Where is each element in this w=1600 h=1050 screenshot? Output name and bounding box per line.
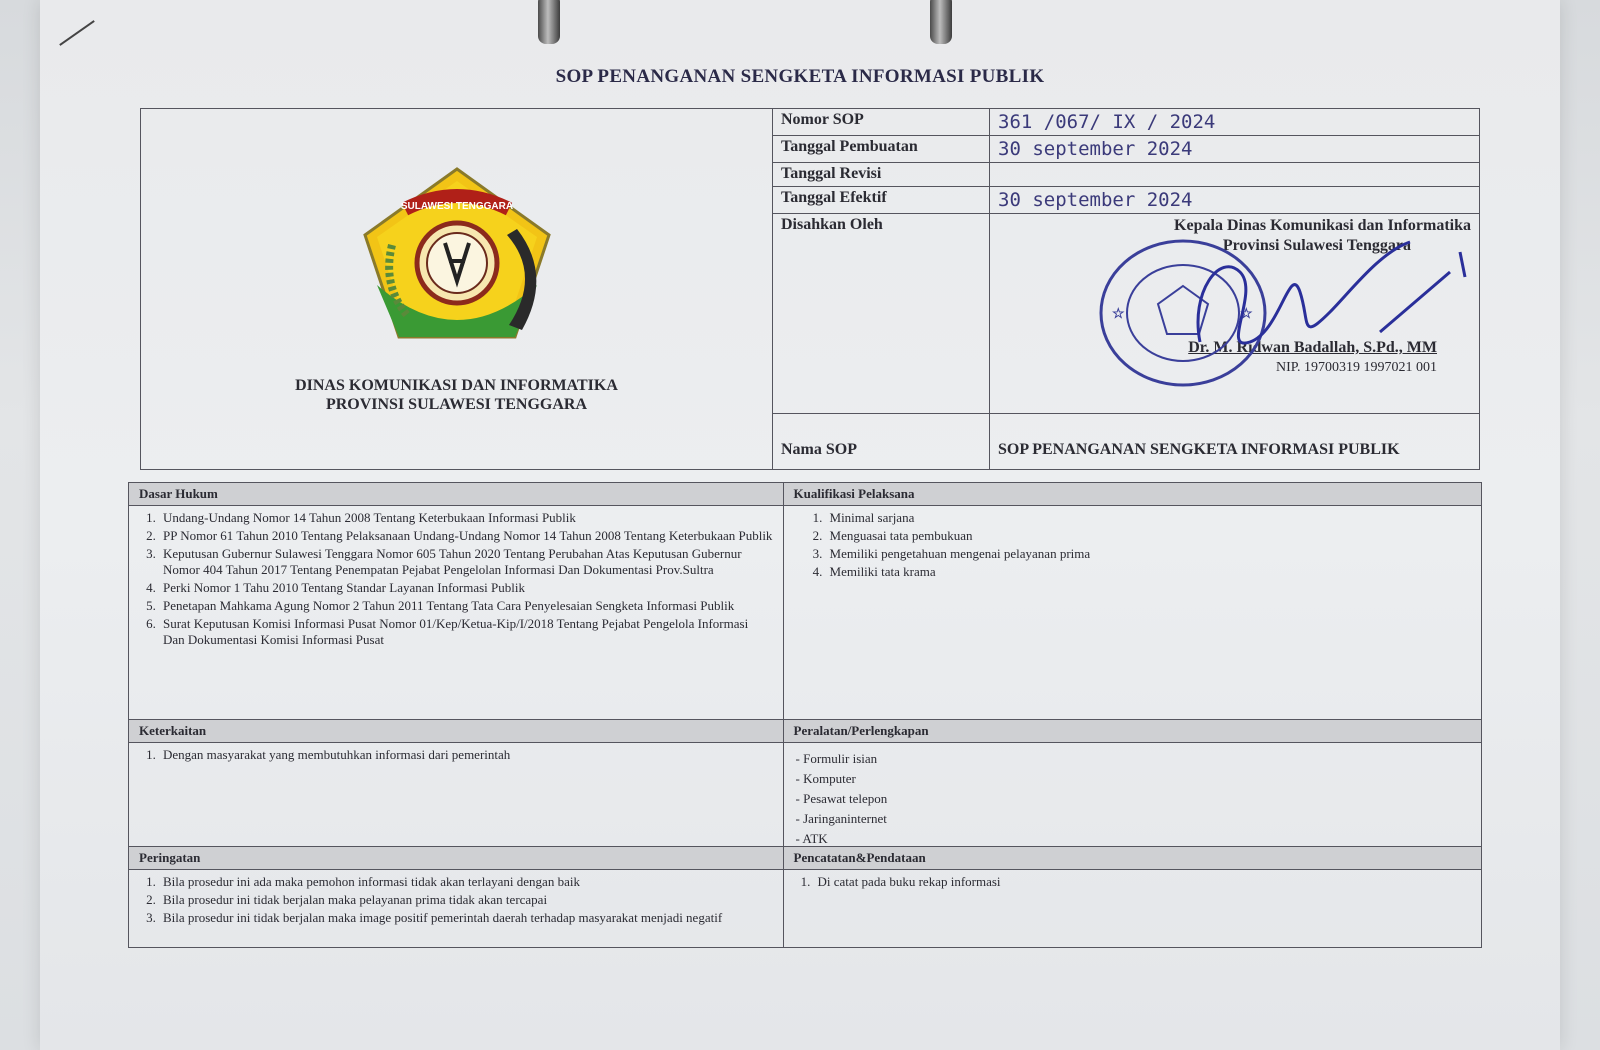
organization-cell: [141, 109, 773, 470]
dasar-hukum-heading: Dasar Hukum: [129, 483, 783, 506]
nomor-sop-value: 361 /067/ IX / 2024: [990, 109, 1480, 136]
nama-sop-label: Nama SOP: [773, 414, 990, 470]
pencatatan-heading: Pencatatan&Pendataan: [784, 847, 1481, 870]
list-item: - ATK: [796, 829, 1469, 849]
list-item: 3. Memiliki pengetahuan mengenai pelayanan prima: [812, 546, 1091, 561]
list-item: 6. Surat Keputusan Komisi Informasi Pusat Nomor 01/Kep/Ketua-Kip/I/2018 Tentang Pejabat Pengelola Informasi Dan Dokumentasi Komisi Informasi Pusat: [146, 616, 749, 647]
tanggal-revisi-value: [990, 163, 1480, 187]
list-item: 3. Keputusan Gubernur Sulawesi Tenggara Nomor 605 Tahun 2020 Tentang Perubahan Atas Keputusan Gubernur Nomor 404 Tahun 2017 Tentang Penempatan Pejabat Pengelolan Informasi Dan Dokumentasi Prov.Sultra: [146, 546, 742, 577]
binder-clip-left: [538, 0, 560, 44]
tanggal-revisi-label: Tanggal Revisi: [773, 163, 990, 187]
peringatan-section: [129, 847, 784, 947]
list-item: 2. Menguasai tata pembukuan: [812, 528, 973, 543]
list-item: 2. Bila prosedur ini tidak berjalan maka pelayanan prima tidak akan tercapai: [146, 892, 548, 907]
list-item: 1. Undang-Undang Nomor 14 Tahun 2008 Tentang Keterbukaan Informasi Publik: [146, 510, 576, 525]
kualifikasi-section: [784, 483, 1481, 719]
list-item: 5. Penetapan Mahkama Agung Nomor 2 Tahun 2011 Tentang Tata Cara Penyelesaian Sengketa Informasi Publik: [146, 598, 735, 613]
keterkaitan-heading: Keterkaitan: [129, 720, 783, 743]
logo-text: SULAWESI TENGGARA: [400, 200, 513, 212]
binder-clip-right: [930, 0, 952, 44]
dasar-hukum-section: [129, 483, 784, 719]
nomor-sop-label: Nomor SOP: [773, 109, 990, 136]
peringatan-heading: Peringatan: [129, 847, 783, 870]
tanggal-pembuatan-label: Tanggal Pembuatan: [773, 136, 990, 163]
svg-text:☆: ☆: [1112, 307, 1125, 322]
approver-name: Dr. M. Ridwan Badallah, S.Pd., MM: [1188, 339, 1437, 356]
tanggal-efektif-label: Tanggal Efektif: [773, 187, 990, 214]
list-item: 2. PP Nomor 61 Tahun 2010 Tentang Pelaksanaan Undang-Undang Nomor 14 Tahun 2008 Tentang Keterbukaan Publik: [146, 528, 773, 543]
peralatan-section: [784, 720, 1481, 846]
approver-cell: [990, 214, 1480, 414]
list-item: - Pesawat telepon: [796, 789, 1469, 809]
peralatan-heading: Peralatan/Perlengkapan: [784, 720, 1481, 743]
list-item: - Jaringaninternet: [796, 809, 1469, 829]
list-item: 1. Di catat pada buku rekap informasi: [800, 874, 1001, 889]
handwritten-signature: [1180, 232, 1480, 362]
list-item: - Komputer: [796, 769, 1469, 789]
organization-name-line2: PROVINSI SULAWESI TENGGARA: [325, 395, 588, 413]
list-item: 1. Dengan masyarakat yang membutuhkan informasi dari pemerintah: [146, 747, 511, 762]
sop-detail-grid: [128, 482, 1482, 948]
svg-text:☆: ☆: [1240, 307, 1253, 322]
approver-nip: NIP. 19700319 1997021 001: [1275, 360, 1437, 375]
tanggal-pembuatan-value: 30 september 2024: [990, 136, 1480, 163]
list-item: 3. Bila prosedur ini tidak berjalan maka image positif pemerintah daerah terhadap masyarakat menjadi negatif: [146, 910, 723, 925]
disahkan-oleh-label: Disahkan Oleh: [773, 214, 990, 414]
list-item: 1. Bila prosedur ini ada maka pemohon informasi tidak akan terlayani dengan baik: [146, 874, 580, 889]
tanggal-efektif-value: 30 september 2024: [990, 187, 1480, 214]
document-title: SOP PENANGANAN SENGKETA INFORMASI PUBLIK: [555, 66, 1045, 87]
approver-title-line2: Provinsi Sulawesi Tenggara: [1222, 237, 1411, 254]
pencatatan-section: [784, 847, 1481, 947]
keterkaitan-section: [129, 720, 784, 846]
list-item: 1. Minimal sarjana: [812, 510, 915, 525]
list-item: 4. Memiliki tata krama: [812, 564, 936, 579]
nama-sop-value: SOP PENANGANAN SENGKETA INFORMASI PUBLIK: [990, 414, 1480, 470]
approver-title-line1: Kepala Dinas Komunikasi dan Informatika: [1174, 217, 1471, 234]
list-item: - Formulir isian: [796, 749, 1469, 769]
provincial-logo: [357, 165, 557, 345]
kualifikasi-heading: Kualifikasi Pelaksana: [784, 483, 1481, 506]
list-item: 4. Perki Nomor 1 Tahu 2010 Tentang Standar Layanan Informasi Publik: [146, 580, 525, 595]
organization-name-line1: DINAS KOMUNIKASI DAN INFORMATIKA: [295, 376, 618, 394]
sop-header-table: [140, 108, 1480, 470]
